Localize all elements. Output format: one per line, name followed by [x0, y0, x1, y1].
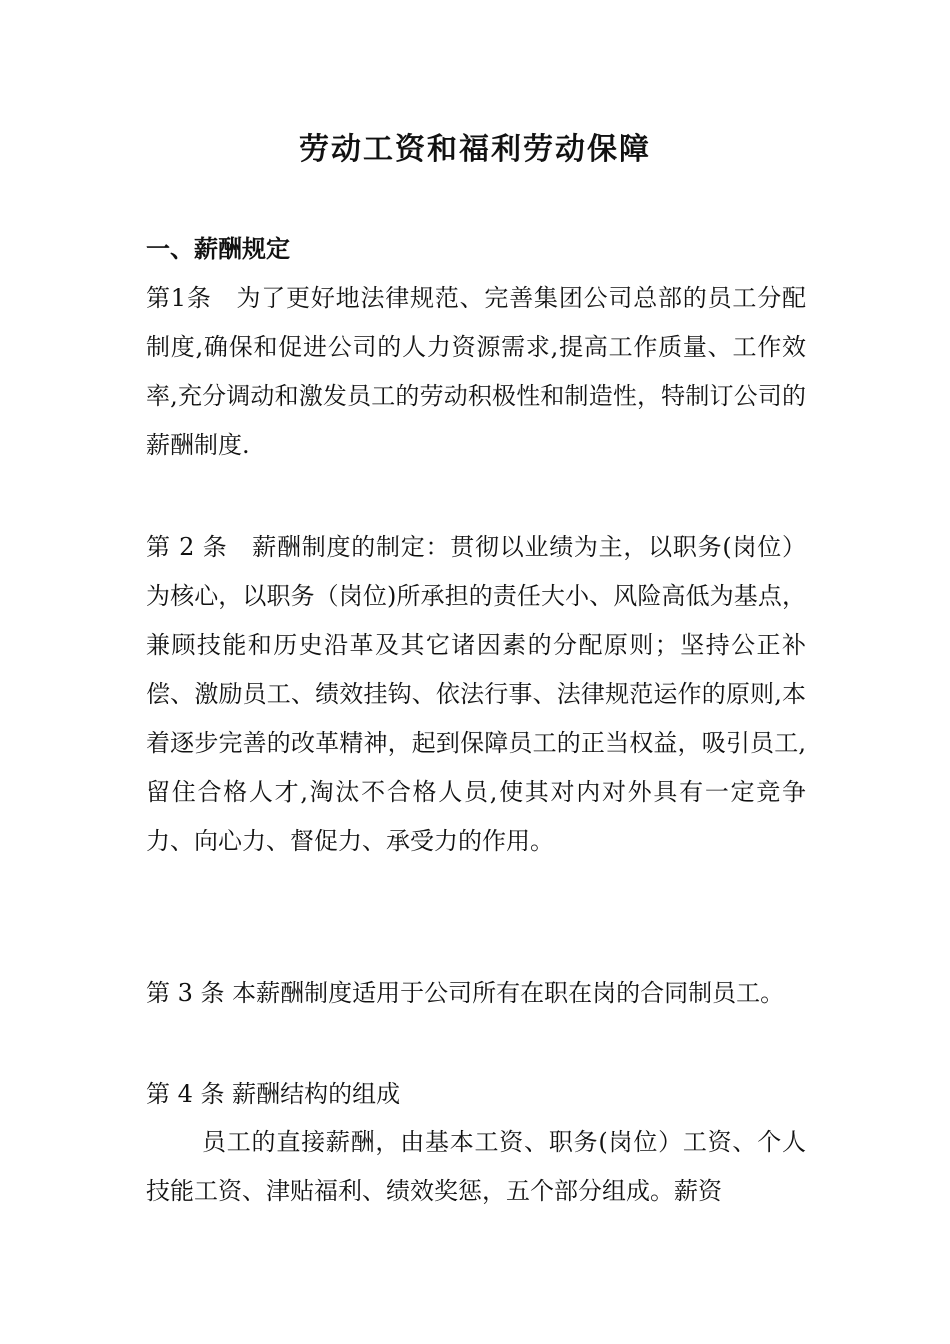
document-title: 劳动工资和福利劳动保障 — [299, 132, 651, 167]
article-4-body: 员工的直接薪酬，由基本工资、职务(岗位）工资、个人技能工资、津贴福利、绩效奖惩，五个部分组成。薪资 — [146, 1128, 806, 1205]
article-3: 第 3 条 本薪酬制度适用于公司所有在职在岗的合同制员工。 — [146, 979, 785, 1007]
section-heading: 一、薪酬规定 — [146, 234, 290, 263]
article-2: 第 2 条 薪酬制度的制定：贯彻以业绩为主，以职务(岗位）为核心，以职务（岗位)所承担的责任大小、风险高低为基点，兼顾技能和历史沿革及其它诸因素的分配原则；坚持公正补偿、激励员工、绩效挂钩、依法行事、法律规范运作的原则,本着逐步完善的改革精神，起到保障员工的正当权益，吸引员工,留住合格人才,淘汰不合格人员,使其对内对外具有一定竞争力、向心力、督促力、承受力的作用。 — [146, 533, 806, 855]
article-4-heading: 第 4 条 薪酬结构的组成 — [146, 1080, 401, 1108]
article-1: 第1条 为了更好地法律规范、完善集团公司总部的员工分配制度,确保和促进公司的人力资源需求,提高工作质量、工作效率,充分调动和激发员工的劳动积极性和制造性，特制订公司的薪酬制度. — [146, 284, 806, 459]
